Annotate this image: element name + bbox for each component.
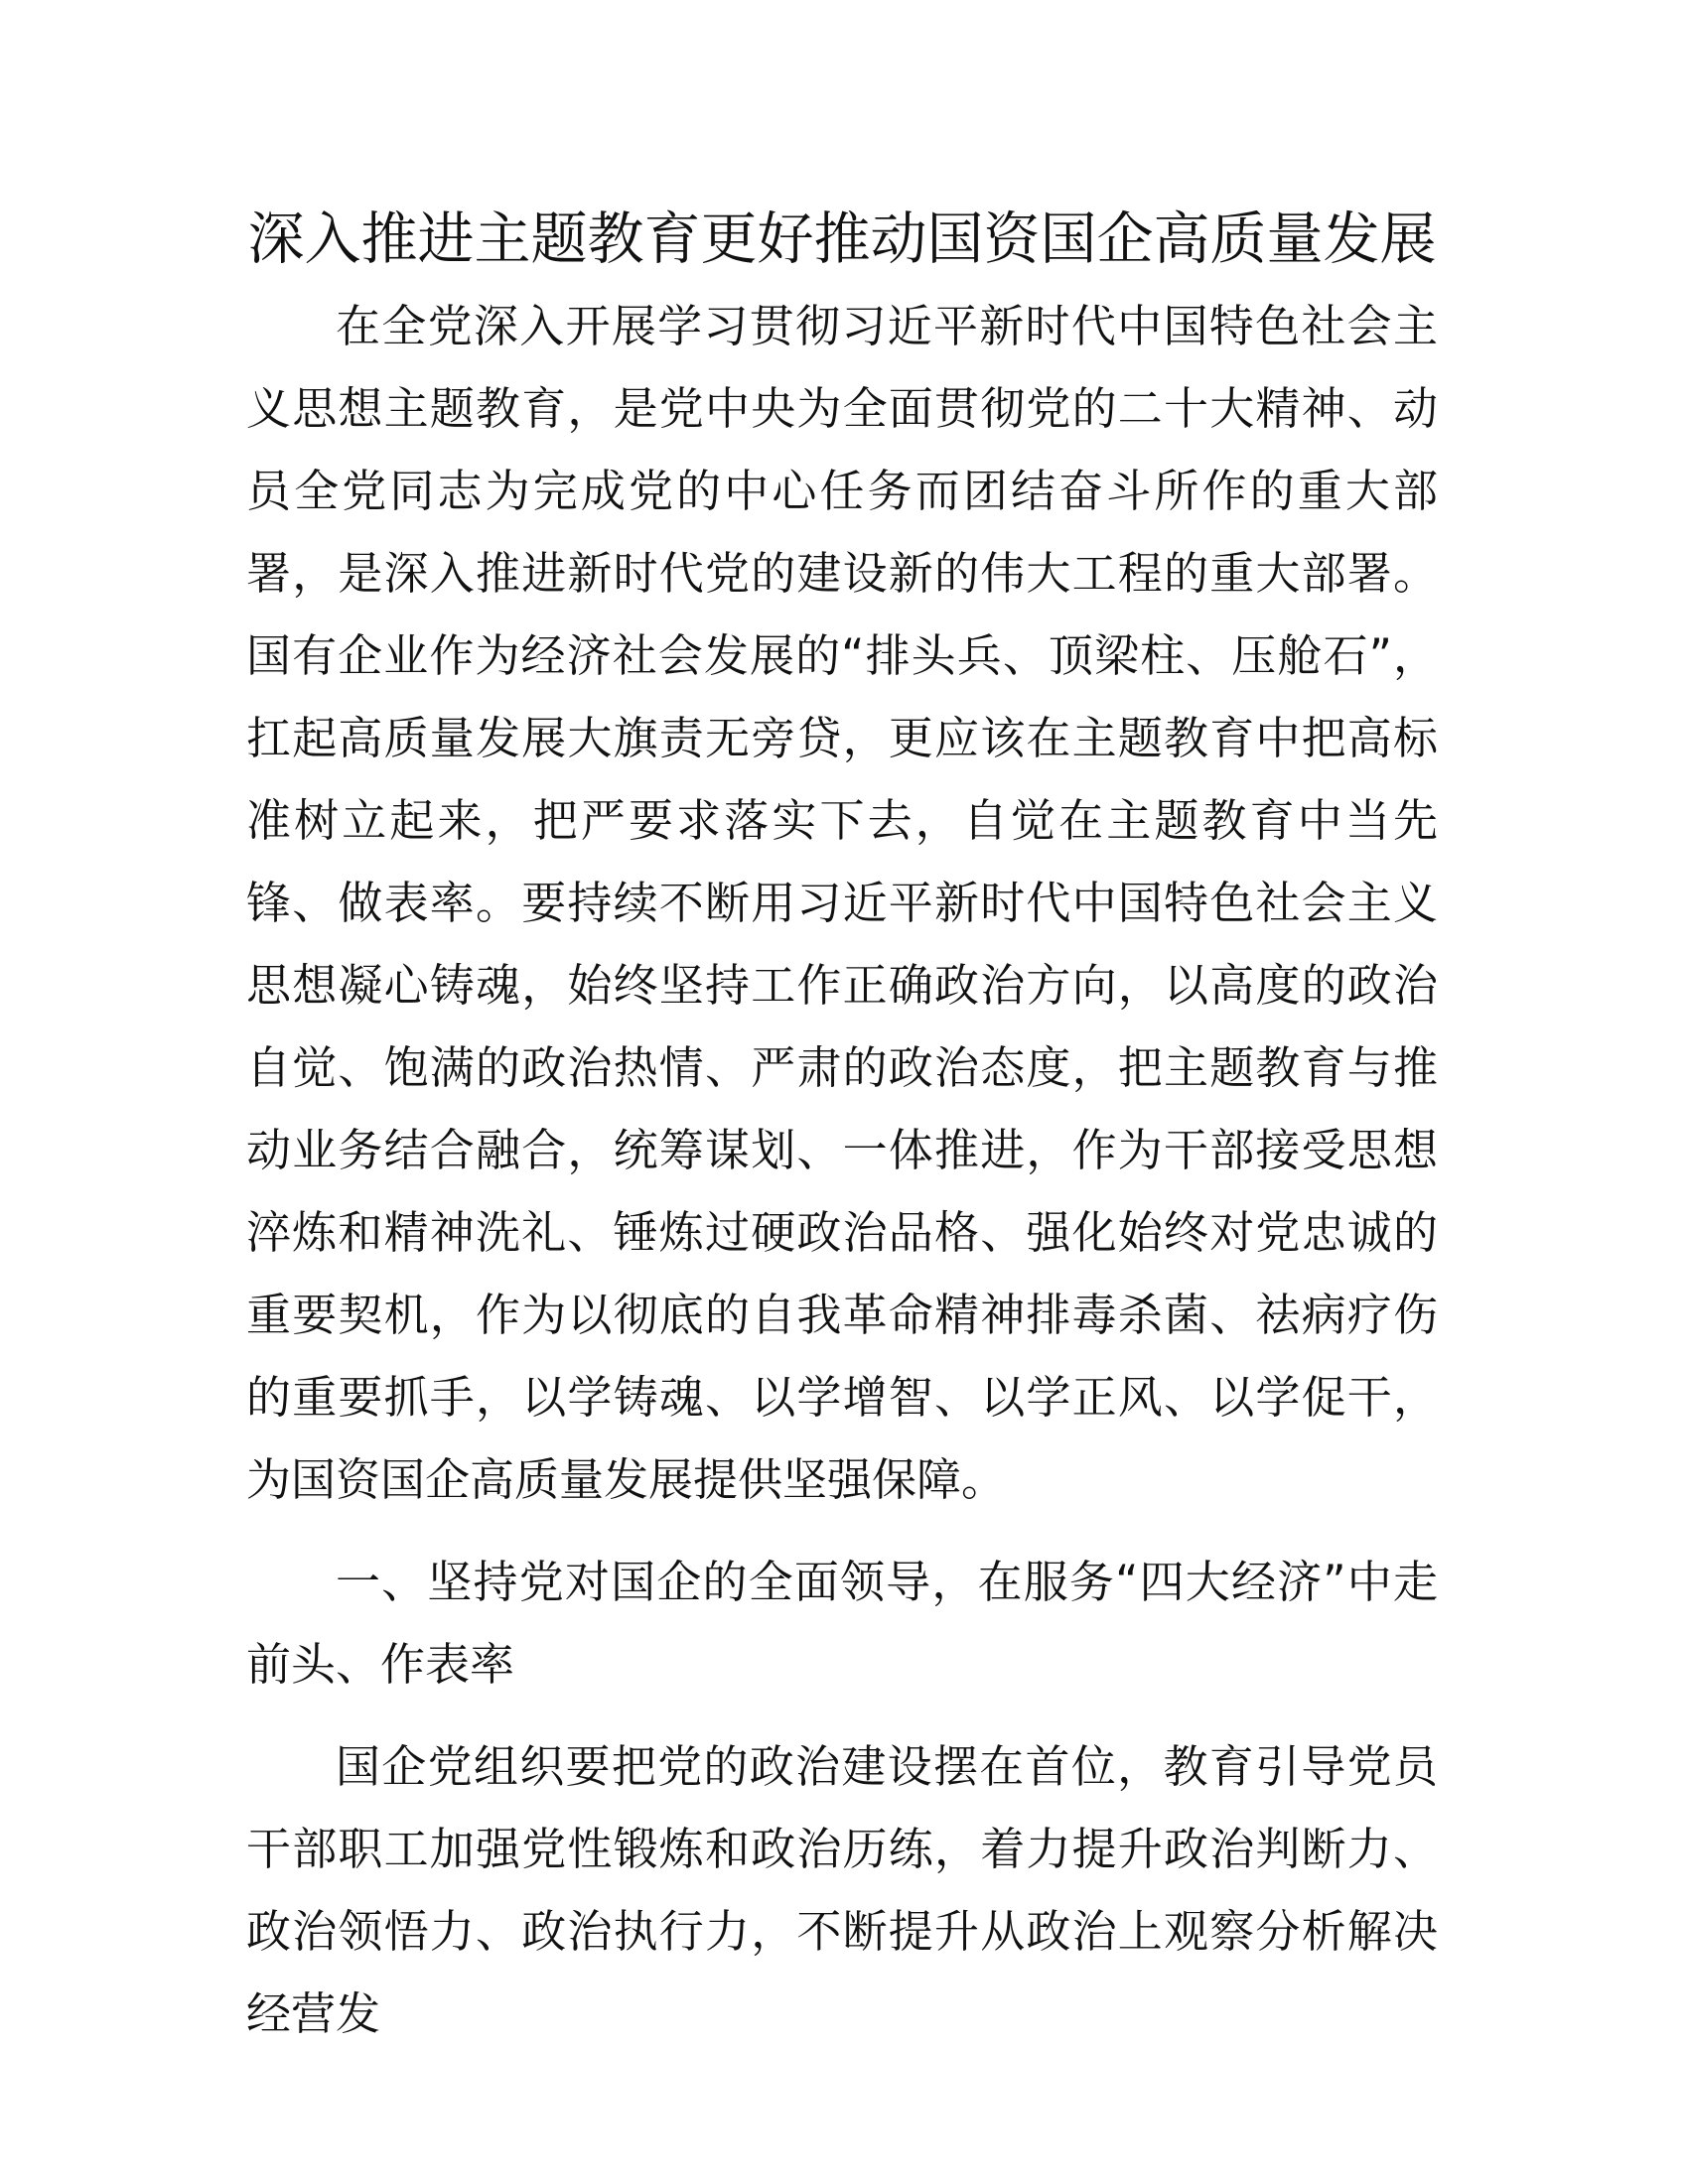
- intro-paragraph: 在全党深入开展学习贯彻习近平新时代中国特色社会主义思想主题教育，是党中央为全面贯彻党的二十大精神、动员全党同志为完成党的中心任务而团结奋斗所作的重大部署，是深入推进新时代党的建设新的伟大工程的重大部署。国有企业作为经济社会发展的“排头兵、顶梁柱、压舱石”，扛起高质量发展大旗责无旁贷，更应该在主题教育中把高标准树立起来，把严要求落实下去，自觉在主题教育中当先锋、做表率。要持续不断用习近平新时代中国特色社会主义思想凝心铸魂，始终坚持工作正确政治方向，以高度的政治自觉、饱满的政治热情、严肃的政治态度，把主题教育与推动业务结合融合，统筹谋划、一体推进，作为干部接受思想淬炼和精神洗礼、锤炼过硬政治品格、强化始终对党忠诚的重要契机，作为以彻底的自我革命精神排毒杀菌、祛病疗伤的重要抓手，以学铸魂、以学增智、以学正风、以学促干，为国资国企高质量发展提供坚强保障。: [246, 300, 1438, 1506]
- document-title: 深入推进主题教育更好推动国资国企高质量发展: [247, 206, 1437, 272]
- section-heading: 一、坚持党对国企的全面领导，在服务“四大经济”中走前头、作表率: [246, 1556, 1438, 1691]
- section-paragraph: 国企党组织要把党的政治建设摆在首位，教育引导党员干部职工加强党性锻炼和政治历练，着力提升政治判断力、政治领悟力、政治执行力，不断提升从政治上观察分析解决经营发: [246, 1740, 1438, 2040]
- document-content: [246, 197, 1438, 2055]
